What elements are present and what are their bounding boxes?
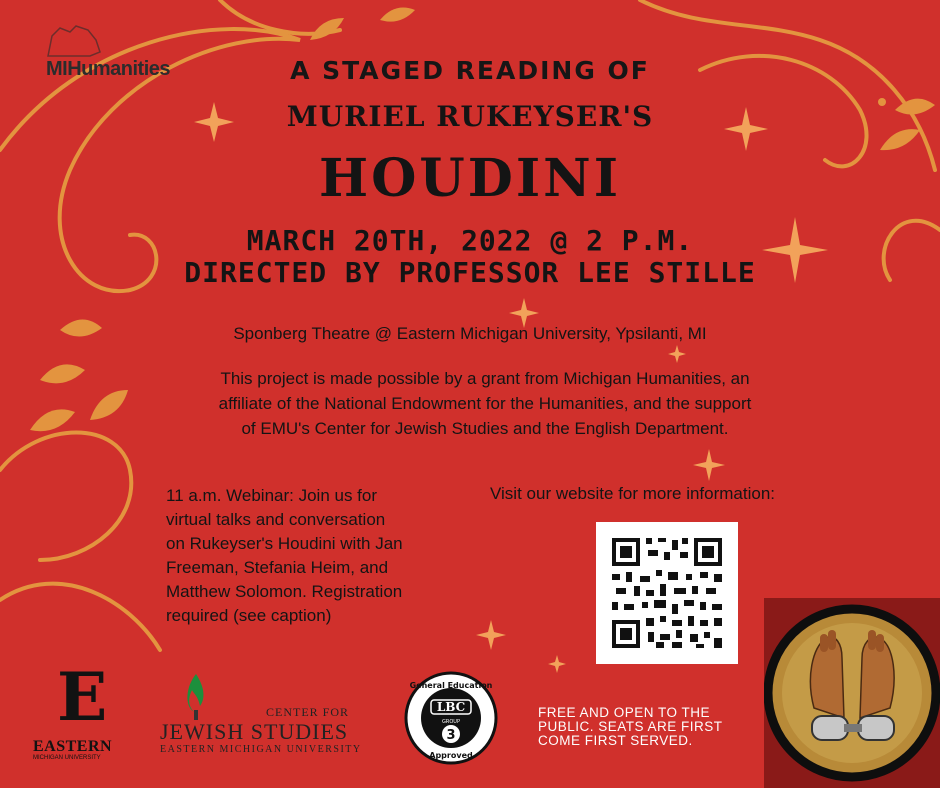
event-venue: Sponberg Theatre @ Eastern Michigan University, Ypsilanti, MI — [233, 324, 707, 343]
webinar-line: Matthew Solomon. Registration — [166, 582, 403, 601]
leaf — [40, 364, 85, 383]
left-lower-swirl — [0, 433, 131, 561]
leaf — [380, 8, 415, 22]
mihumanities-logo: MIHumanities — [46, 58, 171, 80]
cjs-logo-bottom: EASTERN MICHIGAN UNIVERSITY — [160, 744, 362, 755]
left-vine — [0, 584, 160, 650]
leaf — [90, 390, 128, 420]
play-title: HOUDINI — [318, 148, 622, 209]
heading-line1: A STAGED READING OF — [290, 56, 650, 85]
webinar-line: Freeman, Stefania Heim, and — [166, 558, 389, 577]
emu-logo-word: EASTERN — [33, 738, 113, 755]
admission-line: PUBLIC. SEATS ARE FIRST — [538, 719, 723, 734]
cjs-logo-main: JEWISH STUDIES — [160, 719, 349, 744]
flame-icon — [184, 672, 208, 720]
emu-logo-letter: E — [57, 658, 108, 736]
admission-line: COME FIRST SERVED. — [538, 733, 693, 748]
grant-text — [140, 366, 830, 441]
website-prompt: Visit our website for more information: — [490, 484, 776, 503]
svg-text:General Education: General Education — [409, 681, 493, 690]
grant-line: of EMU's Center for Jewish Studies and the English Department. — [241, 419, 729, 438]
sparkle — [668, 345, 686, 363]
webinar-line: on Rukeyser's Houdini with Jan — [166, 534, 403, 553]
gen-ed-badge — [403, 670, 499, 766]
cjs-logo-top: CENTER FOR — [266, 705, 350, 719]
svg-text:Approved: Approved — [429, 751, 473, 760]
webinar-info — [166, 484, 466, 628]
webinar-line: 11 a.m. Webinar: Join us for — [166, 486, 378, 505]
svg-text:LBC: LBC — [436, 700, 466, 714]
svg-text:GROUP: GROUP — [442, 719, 460, 725]
houdini-hands-image — [764, 598, 940, 788]
heading-line2: MURIEL RUKEYSER'S — [286, 100, 654, 133]
svg-text:3: 3 — [446, 728, 456, 743]
webinar-line: required (see caption) — [166, 606, 332, 625]
grant-line: This project is made possible by a grant from Michigan Humanities, an — [220, 369, 750, 388]
sparkle — [693, 449, 725, 481]
grant-line: affiliate of the National Endowment for the Humanities, and the support — [218, 394, 752, 413]
admission-line: FREE AND OPEN TO THE — [538, 705, 711, 720]
qr-code-icon — [596, 522, 738, 664]
event-director: DIRECTED BY PROFESSOR LEE STILLE — [184, 256, 756, 289]
webinar-line: virtual talks and conversation — [166, 510, 386, 529]
leaf — [30, 409, 75, 431]
event-date: MARCH 20TH, 2022 @ 2 P.M. — [246, 224, 694, 257]
sparkle — [548, 655, 566, 673]
sparkle — [476, 620, 506, 650]
michigan-map-icon — [44, 22, 104, 60]
website-qr-code[interactable] — [596, 522, 738, 664]
emu-logo-subtitle: MICHIGAN UNIVERSITY — [33, 755, 101, 761]
admission-note — [538, 706, 758, 748]
